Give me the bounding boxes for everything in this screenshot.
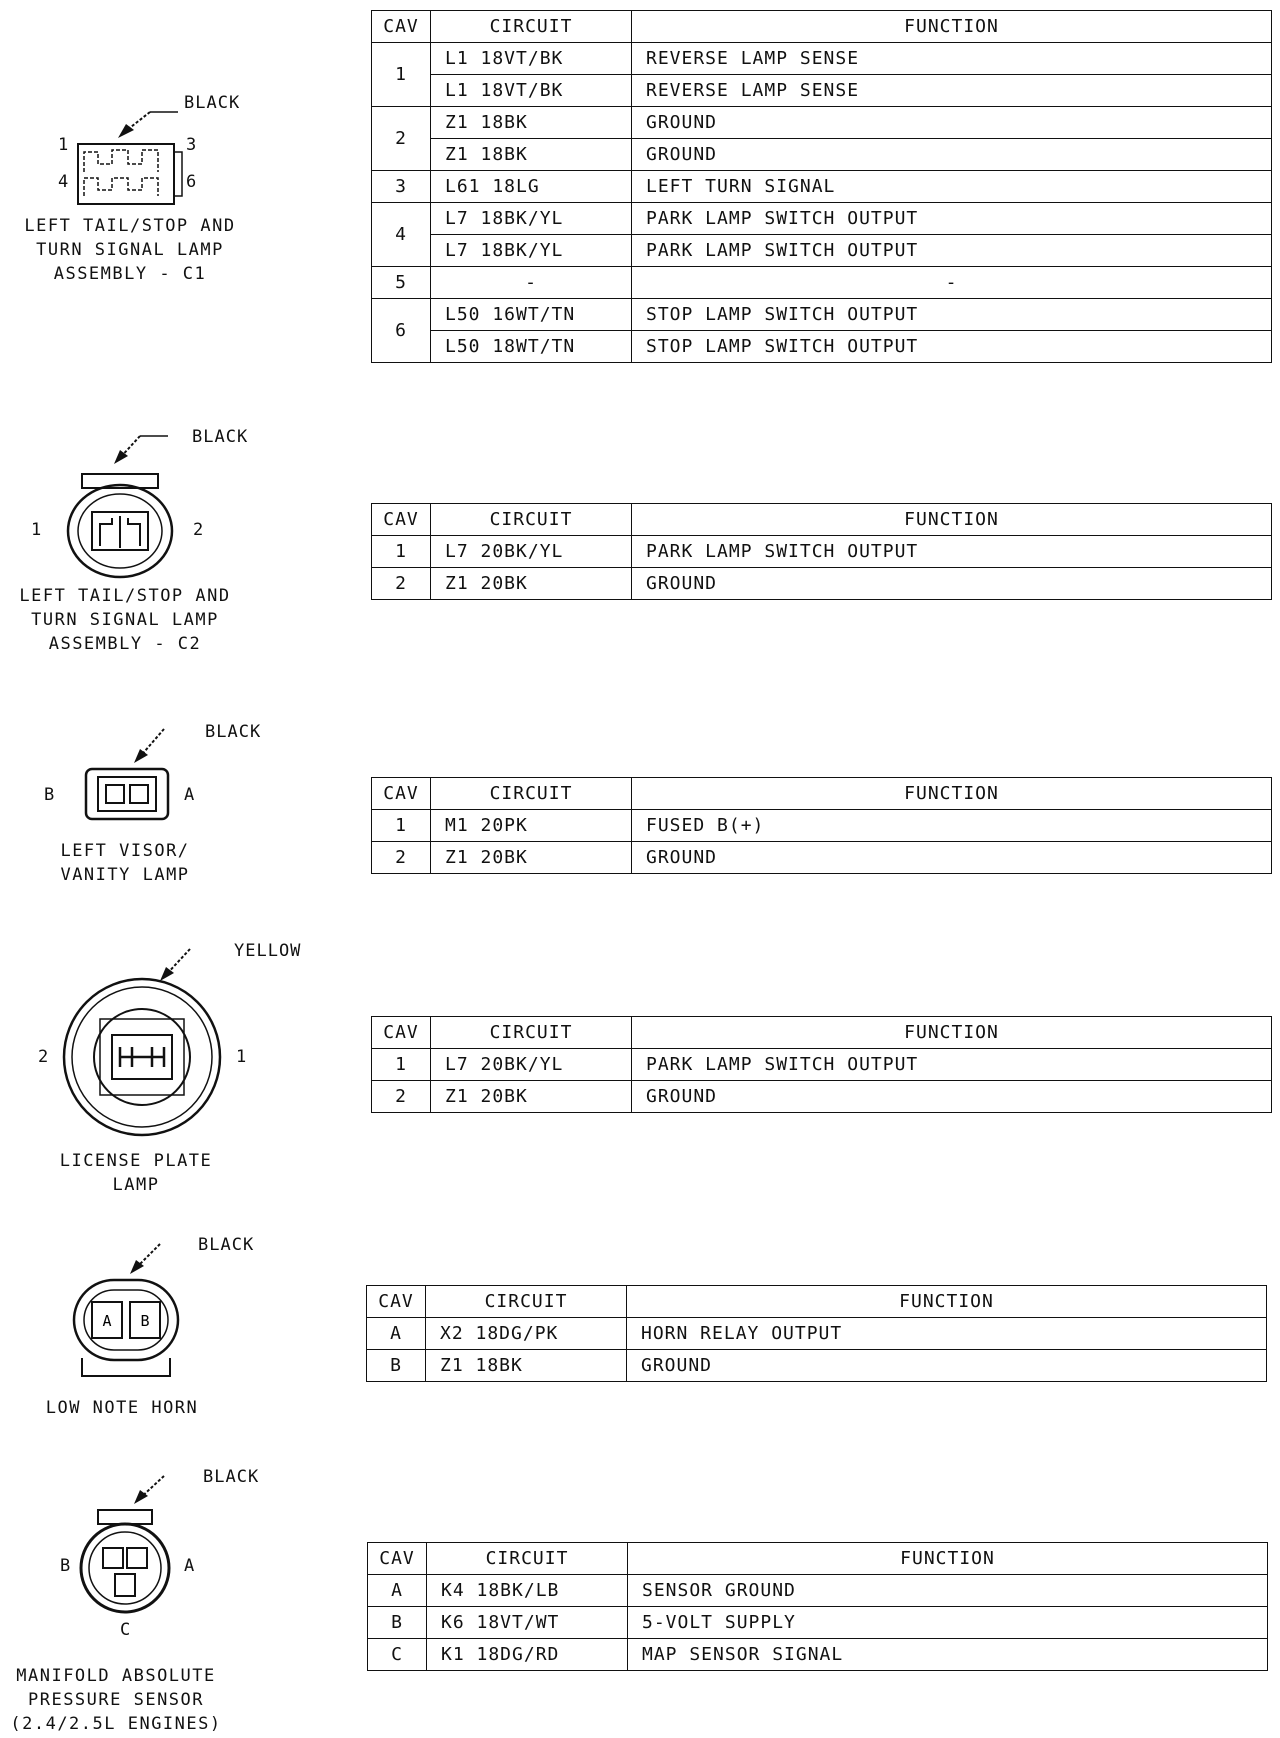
function-cell: GROUND xyxy=(632,107,1272,139)
circuit-cell: L50 16WT/TN xyxy=(431,299,632,331)
function-cell: SENSOR GROUND xyxy=(628,1575,1268,1607)
cav-cell: 3 xyxy=(372,171,431,203)
license-pin-label: 1 xyxy=(236,1047,248,1067)
map-pinout-table xyxy=(367,1542,1268,1671)
map-pin-label: A xyxy=(184,1556,196,1576)
table-row xyxy=(372,43,1272,75)
table-row xyxy=(372,1049,1272,1081)
function-cell: FUSED B(+) xyxy=(632,810,1272,842)
table-row xyxy=(368,1607,1268,1639)
function-cell: PARK LAMP SWITCH OUTPUT xyxy=(632,235,1272,267)
connector-visor-drawing xyxy=(0,715,340,895)
circuit-cell: Z1 18BK xyxy=(431,107,632,139)
table-row xyxy=(372,235,1272,267)
horn-pin-a-text: A xyxy=(102,1312,112,1330)
cav-cell: 1 xyxy=(372,1049,431,1081)
function-cell: PARK LAMP SWITCH OUTPUT xyxy=(632,1049,1272,1081)
table-row xyxy=(372,842,1272,874)
function-cell: REVERSE LAMP SENSE xyxy=(632,75,1272,107)
table-row xyxy=(372,139,1272,171)
map-pin-label: C xyxy=(120,1620,132,1640)
table-row xyxy=(367,1318,1267,1350)
connector-map-drawing xyxy=(0,1460,340,1738)
circuit-cell: Z1 20BK xyxy=(431,568,632,600)
c1-pin-label: 4 xyxy=(58,172,70,192)
horn-pin-b-text: B xyxy=(140,1312,150,1330)
c2-pinout-table xyxy=(371,503,1272,600)
circuit-cell: - xyxy=(431,267,632,299)
c1-pinout-table xyxy=(371,10,1272,363)
circuit-header: CIRCUIT xyxy=(427,1543,628,1575)
table-row xyxy=(372,171,1272,203)
c1-caption: LEFT TAIL/STOP AND TURN SIGNAL LAMP ASSEMBLY - C1 xyxy=(24,216,236,284)
license-color-label: YELLOW xyxy=(234,941,302,961)
circuit-cell: M1 20PK xyxy=(431,810,632,842)
visor-pinout-table xyxy=(371,777,1272,874)
circuit-cell: L7 18BK/YL xyxy=(431,203,632,235)
function-header: FUNCTION xyxy=(632,778,1272,810)
function-header: FUNCTION xyxy=(632,11,1272,43)
circuit-cell: L61 18LG xyxy=(431,171,632,203)
function-header: FUNCTION xyxy=(632,1017,1272,1049)
horn-pinout-table xyxy=(366,1285,1267,1382)
cav-cell: 6 xyxy=(372,299,431,363)
function-header: FUNCTION xyxy=(627,1286,1267,1318)
c1-color-label: BLACK xyxy=(184,93,241,113)
cav-cell: C xyxy=(368,1639,427,1671)
circuit-header: CIRCUIT xyxy=(431,11,632,43)
visor-caption: LEFT VISOR/ VANITY LAMP xyxy=(60,841,190,885)
circuit-cell: L7 20BK/YL xyxy=(431,1049,632,1081)
map-connector-icon xyxy=(0,1460,340,1660)
cav-cell: 5 xyxy=(372,267,431,299)
map-color-label: BLACK xyxy=(203,1467,260,1487)
c1-pin-label: 6 xyxy=(186,172,198,192)
table-row xyxy=(368,1575,1268,1607)
function-cell: MAP SENSOR SIGNAL xyxy=(628,1639,1268,1671)
table-row xyxy=(372,536,1272,568)
c1-pin-label: 1 xyxy=(58,135,70,155)
table-row xyxy=(372,568,1272,600)
c2-pin-label: 1 xyxy=(31,520,43,540)
circuit-cell: Z1 18BK xyxy=(431,139,632,171)
cav-header: CAV xyxy=(372,11,431,43)
circuit-cell: Z1 18BK xyxy=(426,1350,627,1382)
circuit-cell: K1 18DG/RD xyxy=(427,1639,628,1671)
table-row xyxy=(372,299,1272,331)
cav-cell: 2 xyxy=(372,568,431,600)
table-row xyxy=(372,75,1272,107)
cav-cell: 2 xyxy=(372,1081,431,1113)
cav-cell: 2 xyxy=(372,107,431,171)
circuit-cell: X2 18DG/PK xyxy=(426,1318,627,1350)
table-row xyxy=(367,1350,1267,1382)
circuit-header: CIRCUIT xyxy=(431,1017,632,1049)
c2-caption: LEFT TAIL/STOP AND TURN SIGNAL LAMP ASSEMBLY - C2 xyxy=(19,586,231,654)
license-caption: LICENSE PLATE LAMP xyxy=(59,1151,213,1195)
table-row xyxy=(372,267,1272,299)
table-row xyxy=(372,107,1272,139)
connector-c2-drawing xyxy=(0,420,340,660)
function-cell: LEFT TURN SIGNAL xyxy=(632,171,1272,203)
circuit-cell: L7 18BK/YL xyxy=(431,235,632,267)
horn-color-label: BLACK xyxy=(198,1235,255,1255)
function-cell: GROUND xyxy=(632,1081,1272,1113)
connector-license-drawing xyxy=(0,935,340,1205)
table-row xyxy=(368,1639,1268,1671)
circuit-cell: Z1 20BK xyxy=(431,1081,632,1113)
function-cell: PARK LAMP SWITCH OUTPUT xyxy=(632,536,1272,568)
function-cell: 5-VOLT SUPPLY xyxy=(628,1607,1268,1639)
function-cell: REVERSE LAMP SENSE xyxy=(632,43,1272,75)
circuit-cell: L7 20BK/YL xyxy=(431,536,632,568)
cav-header: CAV xyxy=(372,504,431,536)
circuit-header: CIRCUIT xyxy=(426,1286,627,1318)
connector-c1-drawing xyxy=(0,80,340,310)
cav-cell: 1 xyxy=(372,536,431,568)
table-row xyxy=(372,1081,1272,1113)
circuit-cell: L50 18WT/TN xyxy=(431,331,632,363)
cav-header: CAV xyxy=(372,778,431,810)
function-cell: GROUND xyxy=(632,568,1272,600)
circuit-header: CIRCUIT xyxy=(431,504,632,536)
function-header: FUNCTION xyxy=(628,1543,1268,1575)
cav-cell: 4 xyxy=(372,203,431,267)
license-pin-label: 2 xyxy=(38,1047,50,1067)
function-cell: STOP LAMP SWITCH OUTPUT xyxy=(632,299,1272,331)
map-caption: MANIFOLD ABSOLUTE PRESSURE SENSOR (2.4/2.5L ENGINES) xyxy=(10,1666,222,1734)
circuit-cell: L1 18VT/BK xyxy=(431,75,632,107)
cav-header: CAV xyxy=(368,1543,427,1575)
cav-header: CAV xyxy=(367,1286,426,1318)
cav-header: CAV xyxy=(372,1017,431,1049)
circuit-header: CIRCUIT xyxy=(431,778,632,810)
cav-cell: A xyxy=(368,1575,427,1607)
circuit-cell: K4 18BK/LB xyxy=(427,1575,628,1607)
function-cell: GROUND xyxy=(627,1350,1267,1382)
cav-cell: 1 xyxy=(372,810,431,842)
function-cell: GROUND xyxy=(632,842,1272,874)
cav-cell: B xyxy=(367,1350,426,1382)
visor-color-label: BLACK xyxy=(205,722,262,742)
table-row xyxy=(372,203,1272,235)
function-cell: - xyxy=(632,267,1272,299)
connector-horn-drawing xyxy=(0,1230,340,1430)
c1-pin-label: 3 xyxy=(186,135,198,155)
function-cell: HORN RELAY OUTPUT xyxy=(627,1318,1267,1350)
cav-cell: 1 xyxy=(372,43,431,107)
cav-cell: 2 xyxy=(372,842,431,874)
circuit-cell: L1 18VT/BK xyxy=(431,43,632,75)
function-cell: GROUND xyxy=(632,139,1272,171)
circuit-cell: Z1 20BK xyxy=(431,842,632,874)
c2-color-label: BLACK xyxy=(192,427,249,447)
table-row xyxy=(372,331,1272,363)
map-pin-label: B xyxy=(60,1556,72,1576)
cav-cell: A xyxy=(367,1318,426,1350)
cav-cell: B xyxy=(368,1607,427,1639)
license-pinout-table xyxy=(371,1016,1272,1113)
function-header: FUNCTION xyxy=(632,504,1272,536)
function-cell: STOP LAMP SWITCH OUTPUT xyxy=(632,331,1272,363)
circuit-cell: K6 18VT/WT xyxy=(427,1607,628,1639)
function-cell: PARK LAMP SWITCH OUTPUT xyxy=(632,203,1272,235)
visor-pin-label: B xyxy=(44,785,56,805)
c2-pin-label: 2 xyxy=(193,520,205,540)
visor-pin-label: A xyxy=(184,785,196,805)
table-row xyxy=(372,810,1272,842)
horn-caption: LOW NOTE HORN xyxy=(45,1398,199,1418)
